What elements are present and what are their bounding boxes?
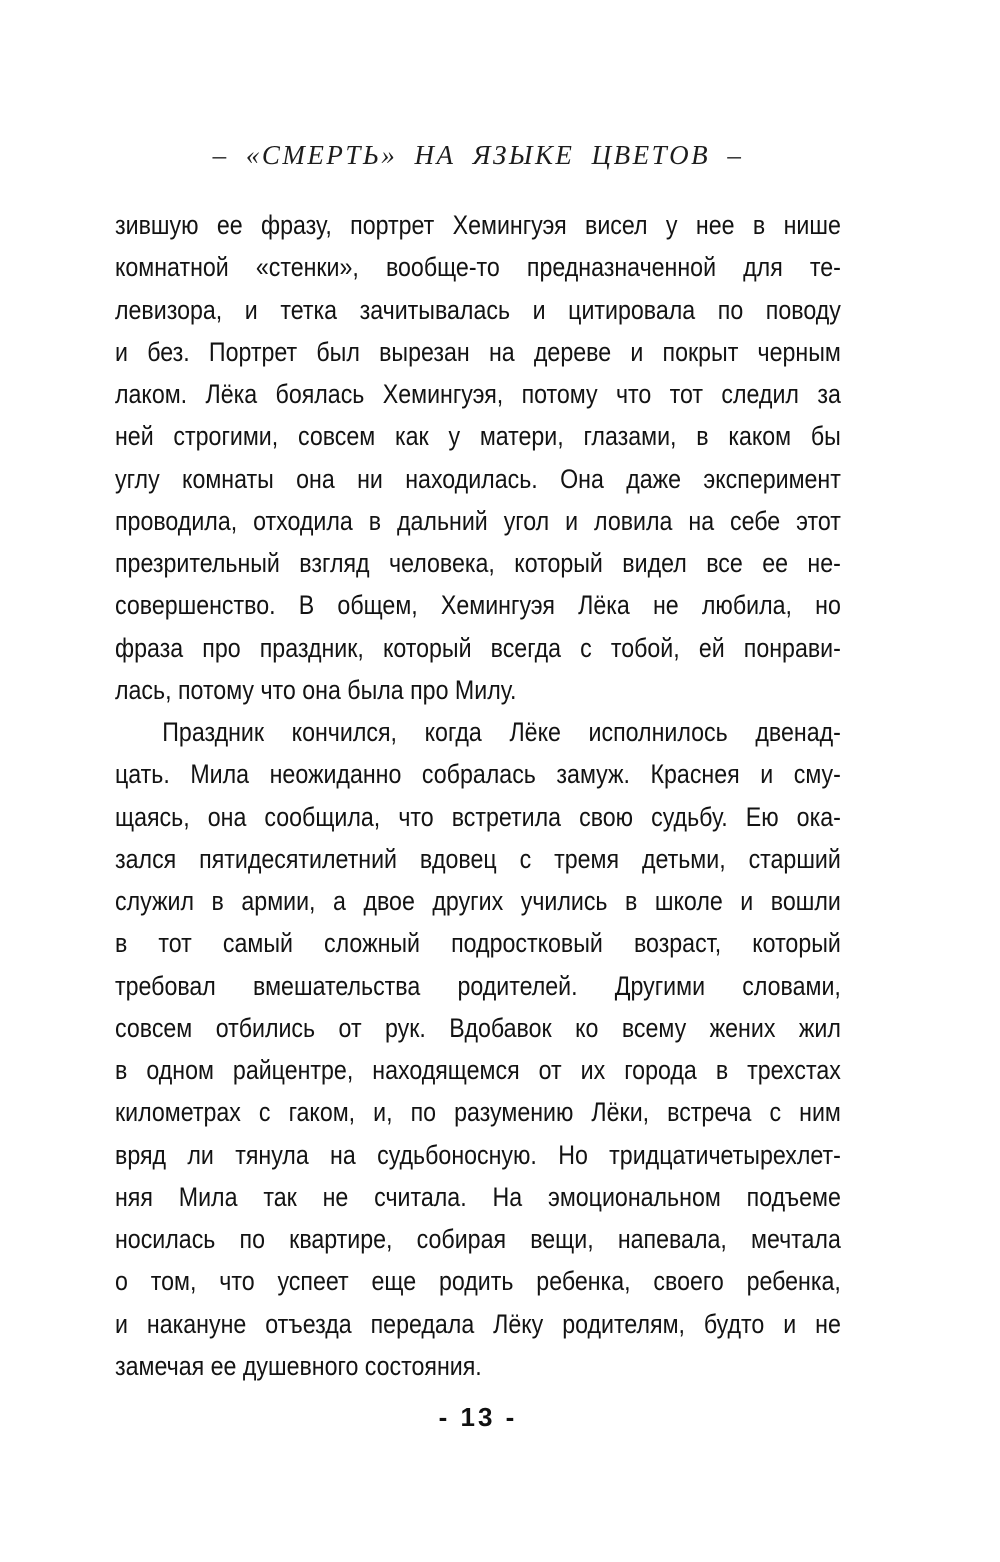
text-line: зался пятидесятилетний вдовец с тремя детьми, старший [115,843,841,874]
text-line: о том, что успеет еще родить ребенка, своего ребенка, [115,1266,841,1297]
text-line: носилась по квартире, собирая вещи, напевала, мечтала [115,1224,841,1254]
text-line: фраза про праздник, который всегда с тобой, ей понрави- [115,632,841,663]
text-line: в одном райцентре, находящемся от их города в трехстах [115,1055,841,1085]
text-line: совершенство. В общем, Хемингуэя Лёка не любила, но [115,590,841,621]
text-line: комнатной «стенки», вообще-то предназначенной для те- [115,252,841,283]
text-line: щаясь, она сообщила, что встретила свою судьбу. Ею ока- [115,801,841,832]
text-line: замечая ее душевного состояния. [115,1350,482,1381]
body-text [115,204,841,1387]
text-line: цать. Мила неожиданно собралась замуж. Краснея и сму- [115,759,841,790]
running-header-title: – «СМЕРТЬ» НА ЯЗЫКЕ ЦВЕТОВ – [212,140,744,170]
text-line: вряд ли тянула на судьбоносную. Но тридцатичетырехлет- [115,1139,841,1170]
text-line: в тот самый сложный подростковый возраст, который [115,928,841,959]
text-line: проводила, отходила в дальний угол и ловила на себе этот [115,505,841,536]
text-line: и без. Портрет был вырезан на дереве и покрыт черным [115,336,841,367]
text-line: ней строгими, совсем как у матери, глазами, в каком бы [115,421,841,452]
page-number: - 13 - [438,1402,518,1432]
text-line: лась, потому что она была про Милу. [115,674,517,705]
text-line: требовал вмешательства родителей. Другими словами, [115,970,841,1001]
paragraph [115,204,841,711]
text-line: служил в армии, а двое других учились в школе и вошли [115,886,841,916]
text-line: километрах с гаком, и, по разумению Лёки, встреча с ним [115,1097,841,1128]
text-line: зившую ее фразу, портрет Хемингуэя висел у нее в нише [115,210,841,240]
text-line: Праздник кончился, когда Лёке исполнилось двенад- [162,717,841,747]
paragraph [115,711,841,1387]
text-line: презрительный взгляд человека, который видел все ее не- [115,548,841,578]
text-line: лаком. Лёка боялась Хемингуэя, потому что тот следил за [115,379,841,409]
text-line: няя Мила так не считала. На эмоциональном подъеме [115,1181,841,1212]
text-line: левизора, и тетка зачитывалась и цитировала по поводу [115,294,841,325]
text-line: совсем отбились от рук. Вдобавок ко всему жених жил [115,1012,841,1043]
text-line: и накануне отъезда передала Лёку родителям, будто и не [115,1308,841,1339]
text-line: углу комнаты она ни находилась. Она даже эксперимент [115,463,841,494]
